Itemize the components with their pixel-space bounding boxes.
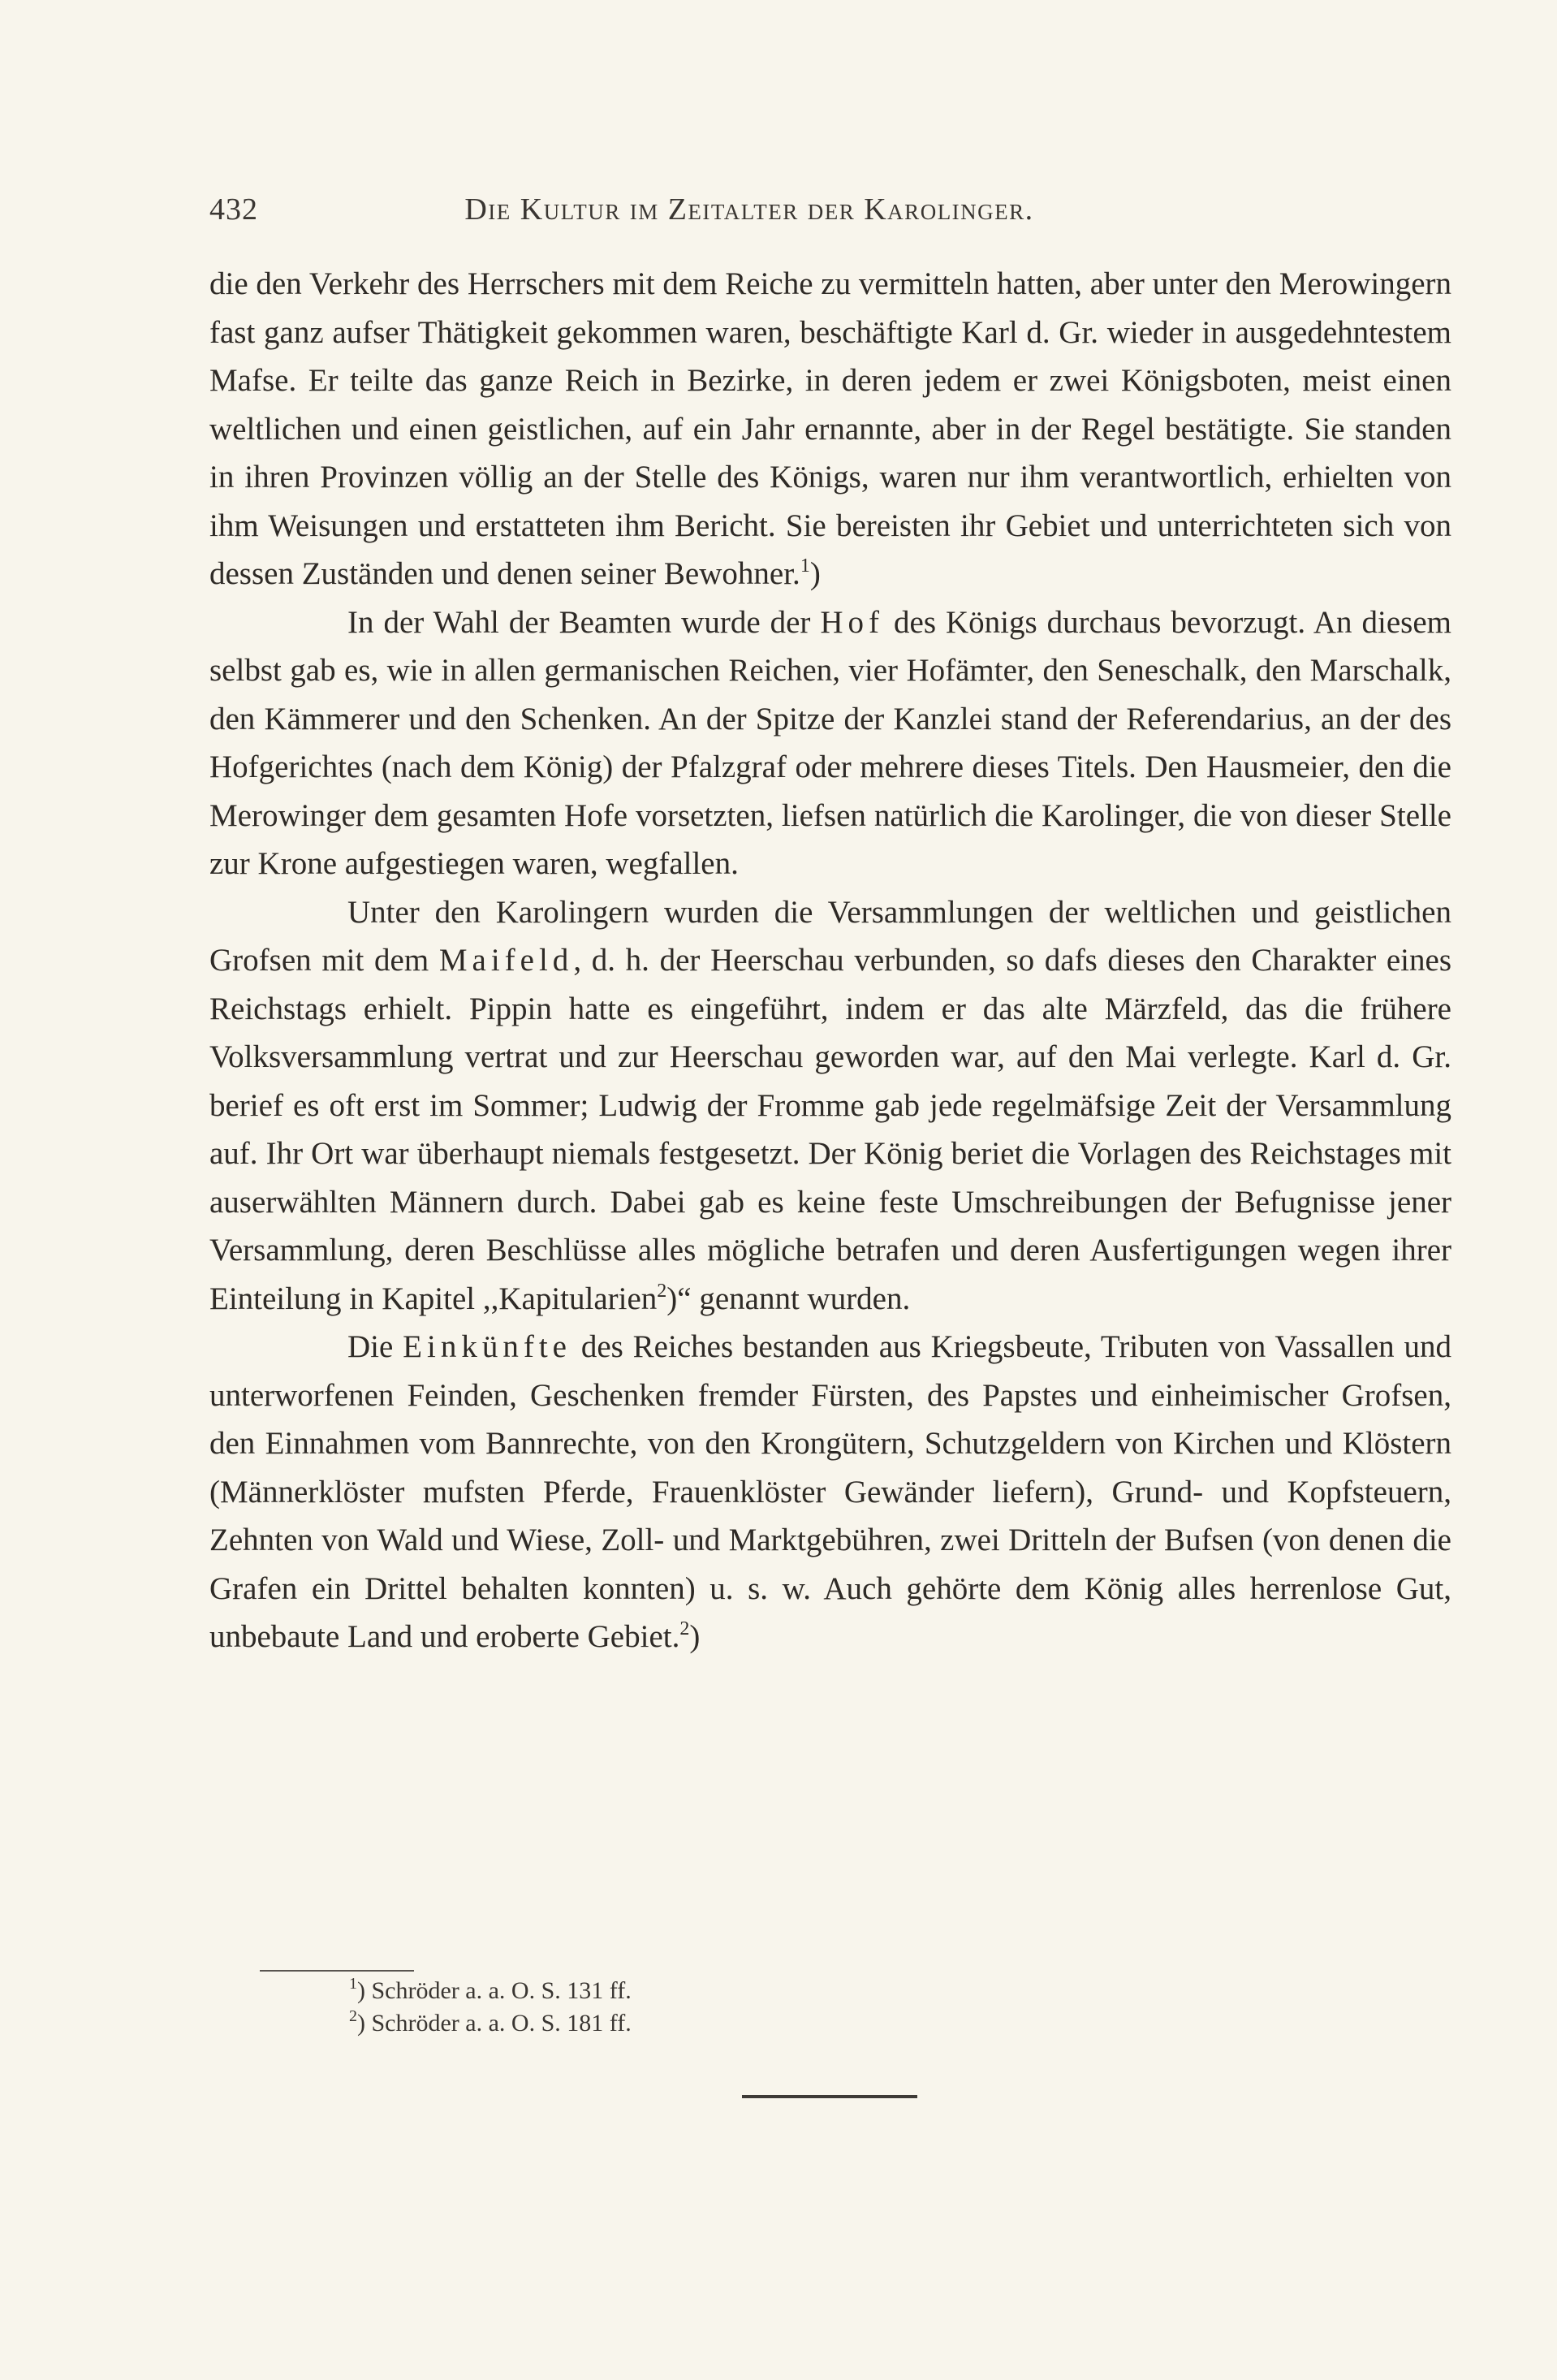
footnote-mark: 2 [349,2007,357,2025]
footnote-text: ) Schröder a. a. O. S. 181 ff. [357,2010,632,2037]
footnote-ref: 1 [800,555,810,577]
body-text [209,260,1451,1661]
footnote-ref: 2 [657,1280,667,1302]
running-head [209,185,1289,234]
footnote-text: ) Schröder a. a. O. S. 131 ff. [357,1977,632,2004]
emphasis-hof: Hof [820,604,885,640]
footnote-ref: 2 [679,1618,690,1639]
paragraph-text: des Reiches bestanden aus Kriegsbeute, Tributen von Vassallen und unterworfenen Feinden, Geschenken fremder Fürsten, des Papstes und einheimischer Grofsen, den Einnahmen vom Bannrechte, von den Krongütern, Schutzgeldern von Kirchen und Klöstern (Männerklöster mufsten Pferde, Frauenklöster Gewänder liefern), Grund- und Kopfsteuern, Zehnten von Wald und Wiese, Zoll- und Marktgebühren, zwei Dritteln der Bufsen (von denen die Grafen ein Drittel behalten konnten) u. s. w. Auch gehörte dem König alles herrenlose Gut, unbebaute Land und eroberte Gebiet. [209,1329,1451,1654]
paragraph-4: Die Einkünfte des Reiches bestanden aus Kriegsbeute, Tributen von Vassallen und unterworfenen Feinden, Geschenken fremder Fürsten, des Papstes und einheimischer Grofsen, den Einnahmen vom Bannrechte, von den Krongütern, Schutzgeldern von Kirchen und Klöstern (Männerklöster mufsten Pferde, Frauenklöster Gewänder liefern), Grund- und Kopfsteuern, Zehnten von Wald und Wiese, Zoll- und Marktgebühren, zwei Dritteln der Bufsen (von denen die Grafen ein Drittel behalten konnten) u. s. w. Auch gehörte dem König alles herrenlose Gut, unbebaute Land und eroberte Gebiet.$^2$) [209,1329,1451,1654]
footnote-mark: 1 [349,1975,357,1993]
paragraph-text: die den Verkehr des Herrschers mit dem Reiche zu vermitteln hatten, aber unter den Merowingern fast ganz aufser Thätigkeit gekommen waren, beschäftigte Karl d. Gr. wieder in ausgedehntestem Mafse. Er teilte das ganze Reich in Bezirke, in deren jedem er zwei Königsboten, meist einen weltlichen und einen geistlichen, auf ein Jahr ernannte, aber in der Regel bestätigte. Sie standen in ihren Provinzen völlig an der Stelle des Königs, waren nur ihm verantwortlich, erhielten von ihm Weisungen und erstatteten ihm Bericht. Sie bereisten ihr Gebiet und unterrichteten sich von dessen Zuständen und denen seiner Bewohner. [209,266,1451,591]
paragraph-text: , d. h. der Heerschau verbunden, so dafs dieses den Charakter eines Reichstags erhielt. Pippin hatte es eingeführt, indem er das alte Märzfeld, das die frühere Volksversammlung vertrat und zur Heerschau geworden war, auf den Mai verlegte. Karl d. Gr. berief es oft erst im Sommer; Ludwig der Fromme gab jede regelmäfsige Zeit der Versammlung auf. Ihr Ort war überhaupt niemals festgesetzt. Der König beriet die Vorlagen des Reichstages mit auserwählten Männern durch. Dabei gab es keine feste Umschreibungen der Befugnisse jener Versammlung, deren Beschlüsse alles mögliche betrafen und deren Ausfertigungen wegen ihrer Einteilung in Kapitel ,,Kapitularien [209,943,1451,1316]
paragraph-text: Die [347,1329,403,1364]
paragraph-text: des Königs durchaus bevorzugt. An diesem selbst gab es, wie in allen germanischen Reichen, vier Hofämter, den Seneschalk, den Marschalk, den Kämmerer und den Schenken. An der Spitze der Kanzlei stand der Referendarius, an der des Hofgerichtes (nach dem König) der Pfalzgraf oder mehrere dieses Titels. Den Hausmeier, den die Merowinger dem gesamten Hofe vorsetzten, liefsen natürlich die Karolinger, die von dieser Stelle zur Krone aufgestiegen waren, wegfallen. [209,604,1451,881]
footnotes [349,1975,1242,2040]
paragraph-2 [209,598,1451,888]
paragraph-text: Unter den Karolingern wurden die Versammlungen der weltlichen und geistlichen Grofsen mit dem [209,894,1451,978]
paragraph-3 [209,888,1451,1324]
chapter-title: Die Kultur im Zeitalter der Karolinger. [464,192,1034,227]
footnote-2 [349,2007,1242,2040]
footnote-1 [349,1975,1242,2007]
page-number: 432 [209,192,258,227]
footnote-divider [260,1970,414,1972]
paragraph-text: In der Wahl der Beamten wurde der [347,604,821,640]
paragraph-1: die den Verkehr des Herrschers mit dem Reiche zu vermitteln hatten, aber unter den Merowingern fast ganz aufser Thätigkeit gekommen waren, beschäftigte Karl d. Gr. wieder in ausgedehntestem Mafse. Er teilte das ganze Reich in Bezirke, in deren jedem er zwei Königsboten, meist einen weltlichen und einen geistlichen, auf ein Jahr ernannte, aber in der Regel bestätigte. Sie standen in ihren Provinzen völlig an der Stelle des Königs, waren nur ihm verantwortlich, erhielten von ihm Weisungen und erstatteten ihm Bericht. Sie bereisten ihr Gebiet und unterrichteten sich von dessen Zuständen und denen seiner Bewohner.$^1$) [209,266,1451,591]
emphasis-maifeld: Maifeld [438,943,574,978]
paragraph-text: )“ genannt wurden. [666,1281,911,1316]
emphasis-einkuenfte: Einkünfte [403,1329,571,1364]
end-divider [742,2095,917,2098]
